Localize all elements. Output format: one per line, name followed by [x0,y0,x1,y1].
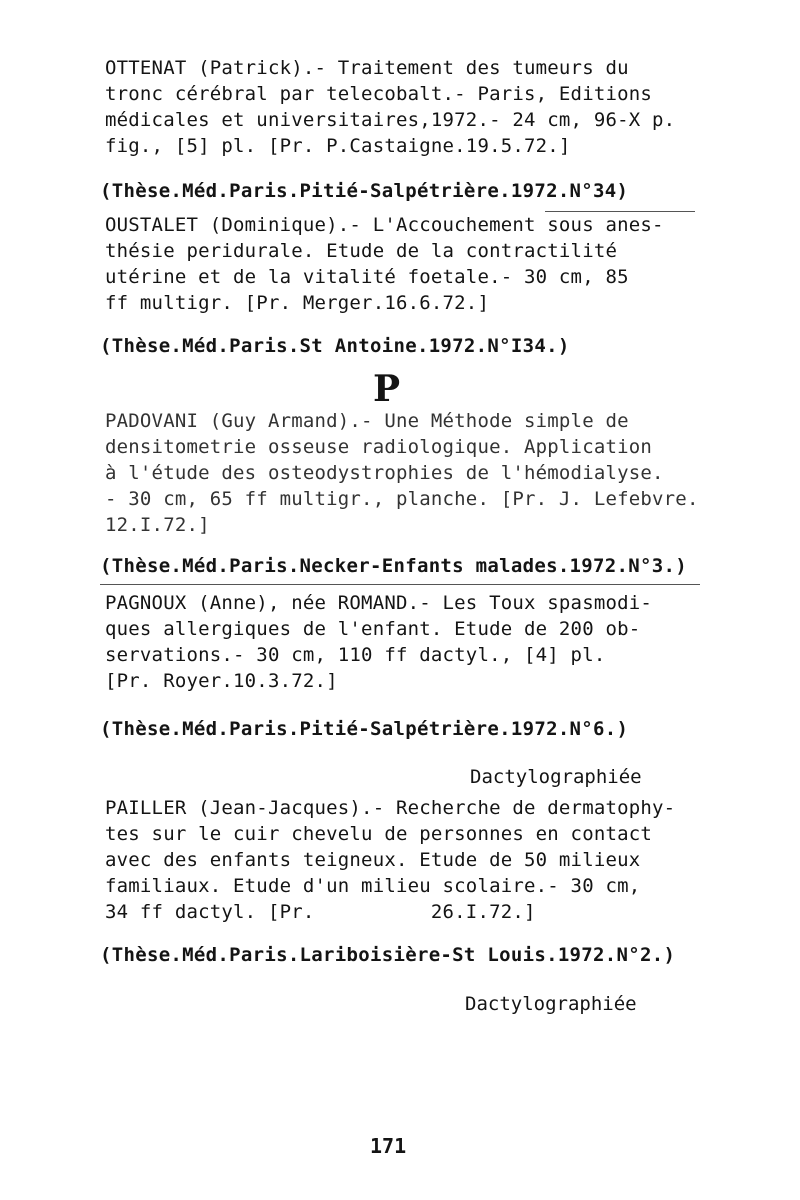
format-note: Dactylographiée [470,766,642,788]
entry-line: OUSTALET (Dominique).- L'Accouchement sous anes- [105,214,664,236]
entry-line: thésie peridurale. Etude de la contractilité [105,240,618,262]
entry-padovani [105,408,710,538]
thesis-reference: (Thèse.Méd.Paris.St Antoine.1972.N°I34.) [100,335,570,357]
entry-pagnoux [105,590,710,694]
entry-line: fig., [5] pl. [Pr. P.Castaigne.19.5.72.] [105,135,571,157]
thesis-reference: (Thèse.Méd.Paris.Lariboisière-St Louis.1972.N°2.) [100,944,676,966]
entry-line: 12.I.72.] [105,514,210,536]
entry-line: tes sur le cuir chevelu de personnes en contact [105,823,653,845]
entry-line: PADOVANI (Guy Armand).- Une Méthode simple de [105,410,629,432]
page-number: 171 [370,1134,407,1158]
entry-line: utérine et de la vitalité foetale.- 30 cm, 85 [105,266,629,288]
thesis-reference: (Thèse.Méd.Paris.Necker-Enfants malades.1972.N°3.) [100,555,687,577]
entry-line: 34 ff dactyl. [Pr. 26.I.72.] [105,901,536,923]
entry-pailler [105,795,710,925]
entry-line: médicales et universitaires,1972.- 24 cm, 96-X p. [105,109,676,131]
separator-rule [100,584,700,585]
entry-line: tronc cérébral par telecobalt.- Paris, Editions [105,83,653,105]
thesis-reference: (Thèse.Méd.Paris.Pitié-Salpétrière.1972.N°6.) [100,718,629,740]
entry-line: servations.- 30 cm, 110 ff dactyl., [4] pl. [105,644,606,666]
entry-line: OTTENAT (Patrick).- Traitement des tumeurs du [105,57,629,79]
section-letter: P [373,368,401,410]
entry-line: à l'étude des osteodystrophies de l'hémodialyse. [105,462,664,484]
entry-line: densitometrie osseuse radiologique. Application [105,436,653,458]
entry-line: PAILLER (Jean-Jacques).- Recherche de dermatophy- [105,797,676,819]
entry-line: avec des enfants teigneux. Etude de 50 milieux [105,849,641,871]
entry-line: familiaux. Etude d'un milieu scolaire.- 30 cm, [105,875,641,897]
entry-ottenat [105,55,710,159]
entry-line: [Pr. Royer.10.3.72.] [105,670,338,692]
entry-line: PAGNOUX (Anne), née ROMAND.- Les Toux spasmodi- [105,592,653,614]
entry-oustalet [105,212,710,316]
entry-line: ff multigr. [Pr. Merger.16.6.72.] [105,292,490,314]
format-note: Dactylographiée [465,993,637,1015]
entry-line: - 30 cm, 65 ff multigr., planche. [Pr. J. Lefebvre. [105,488,699,510]
thesis-reference: (Thèse.Méd.Paris.Pitié-Salpétrière.1972.N°34) [100,180,629,202]
entry-line: ques allergiques de l'enfant. Etude de 200 ob- [105,618,641,640]
